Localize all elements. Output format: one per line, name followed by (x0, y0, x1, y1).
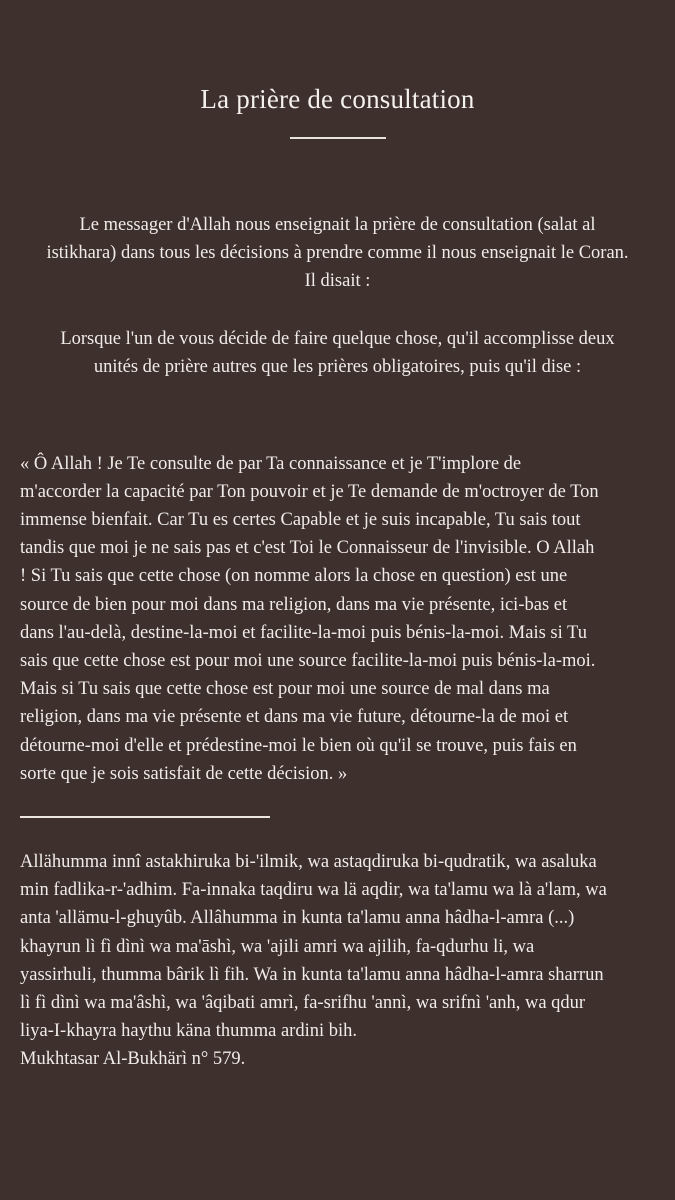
section-divider (20, 816, 270, 818)
page-title: La prière de consultation (200, 84, 475, 114)
source-citation: Mukhtasar Al-Bukhärì n° 579. (20, 1049, 246, 1070)
supplication-text: « Ô Allah ! Je Te consulte de par Ta connaissance et je T'implore de m'accorder la capacité par Ton pouvoir et je Te demande de m'octroyer de Ton immense bienfait. Car Tu es certes Capable et je suis incapable, Tu sais tout tandis que moi je ne sais pas et c'est Toi le Connaisseur de l'invisible. O Allah ! Si Tu sais que cette chose (on nomme alors la chose en question) est une source de bien pour moi dans ma religion, dans ma vie présente, ici-bas et dans l'au-delà, destine-la-moi et facilite-la-moi puis bénis-la-moi. Mais si Tu sais que cette chose est pour moi une source facilite-la-moi puis bénis-la-moi. Mais si Tu sais que cette chose est pour moi une source de mal dans ma religion, dans ma vie présente et dans ma vie future, détourne-la de moi et détourne-moi d'elle et prédestine-moi le bien où qu'il se trouve, puis fais en sorte que je sois satisfait de cette décision. » (20, 453, 599, 784)
title-block (0, 0, 675, 139)
transliteration-section (0, 848, 675, 1074)
supplication-section (0, 450, 675, 788)
title-divider (290, 137, 386, 139)
intro-paragraph-1: Le messager d'Allah nous enseignait la prière de consultation (salat al istikhara) dans tous les décisions à prendre comme il nous enseignait le Coran. Il disait : (46, 215, 629, 292)
intro-section (0, 211, 675, 382)
intro-paragraph-2: Lorsque l'un de vous décide de faire quelque chose, qu'il accomplisse deux unités de prière autres que les prières obligatoires, puis qu'il dise : (60, 329, 615, 378)
transliteration-text: Allähumma innî astakhiruka bi-'ilmik, wa astaqdiruka bi-qudratik, wa asaluka min fadlika-r-'adhim. Fa-innaka taqdiru wa lä aqdir, wa ta'lamu wa là a'lam, wa anta 'allämu-l-ghuyûb. Allâhumma in kunta ta'lamu anna hâdha-l-amra (...) khayrun lì fì dìnì wa ma'āshì, wa 'ajili amri wa ajilih, fa-qdurhu li, wa yassirhuli, thumma bârik lì fih. Wa in kunta ta'lamu anna hâdha-l-amra sharrun lì fì dìnì wa ma'âshì, wa 'âqibati amrì, fa-srifhu 'annì, wa srifnì 'anh, wa qdur liya-I-khayra haythu käna thumma ardini bih. (20, 852, 607, 1042)
